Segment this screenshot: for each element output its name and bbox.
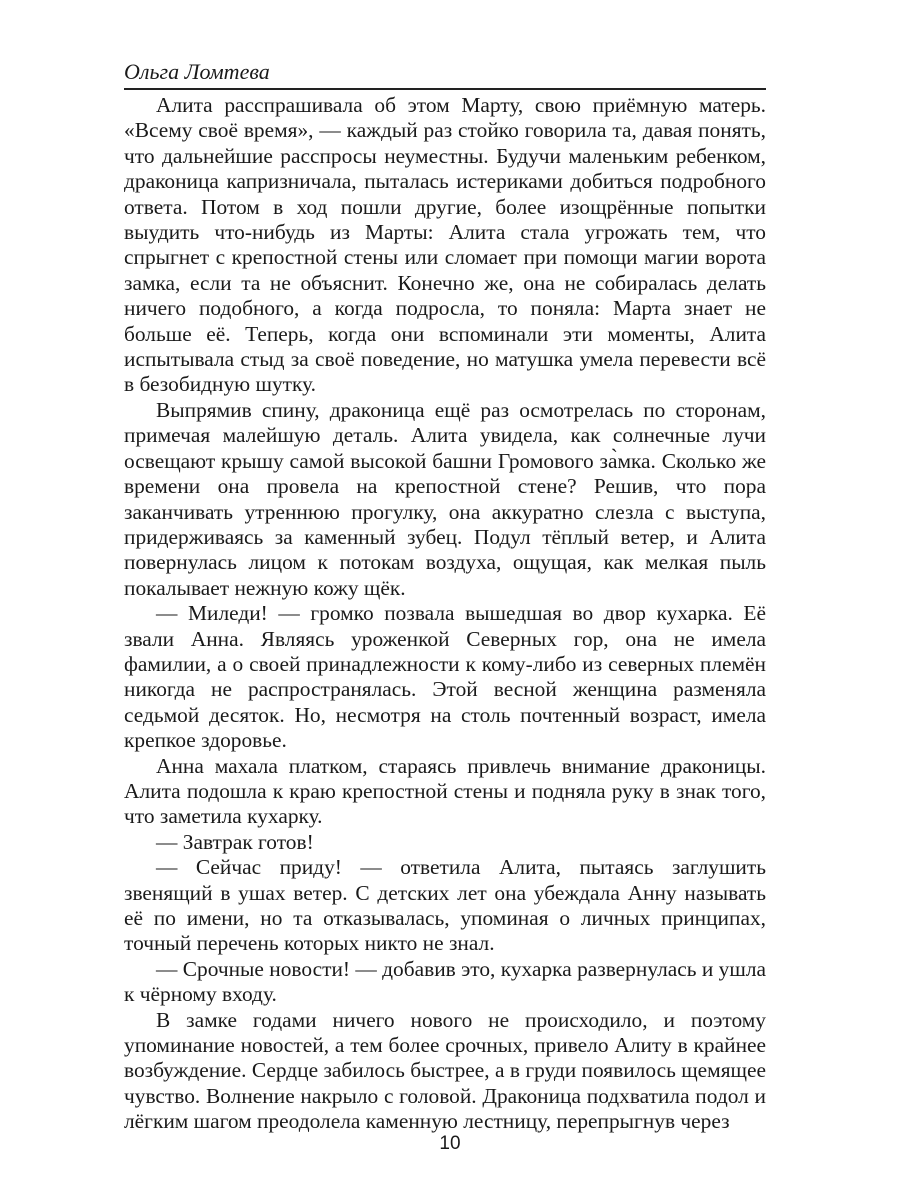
paragraph-6: — Сейчас приду! — ответила Алита, пытаясь заглушить звенящий в ушах ветер. С детских лет она убеждала Анну называть её по имени, но та отказывалась, упоминая о личных принципах, точный перечень которых никто не знал. bbox=[124, 855, 766, 956]
running-head bbox=[124, 58, 766, 90]
page-number: 10 bbox=[439, 1133, 461, 1154]
paragraph-3: — Миледи! — громко позвала вышедшая во двор кухарка. Её звали Анна. Являясь уроженкой Северных гор, она не имела фамилии, а о своей принадлежности к кому-либо из северных племён никогда не распространялась. Этой весной женщина разменяла седьмой десяток. Но, несмотря на столь почтенный возраст, имела крепкое здоровье. bbox=[124, 601, 766, 753]
body-text bbox=[124, 93, 766, 1135]
paragraph-8: В замке годами ничего нового не происходило, и поэтому упоминание новостей, а тем более срочных, привело Алиту в крайнее возбуждение. Сердце забилось быстрее, а в груди появилось щемящее чувство. Волнение накрыло с головой. Драконица подхватила подол и лёгким шагом преодолела каменную лестницу, перепрыгнув через bbox=[124, 1007, 766, 1134]
paragraph-2: Выпрямив спину, драконица ещё раз осмотрелась по сторонам, примечая малейшую деталь. Алита увидела, как солнечные лучи освещают крышу самой высокой башни Громового за̀мка. Сколько же времени она провела на крепостной стене? Решив, что пора заканчивать утреннюю прогулку, она аккуратно слезла с выступа, придерживаясь за каменный зубец. Подул тёплый ветер, и Алита повернулась лицом к потокам воздуха, ощущая, как мелкая пыль покалывает нежную кожу щёк. bbox=[124, 397, 766, 600]
paragraph-1: Алита расспрашивала об этом Марту, свою приёмную матерь. «Всему своё время», — каждый раз стойко говорила та, давая понять, что дальнейшие расспросы неуместны. Будучи маленьким ребенком, драконица капризничала, пыталась истериками добиться подробного ответа. Потом в ход пошли другие, более изощрённые попытки выудить что-нибудь из Марты: Алита стала угрожать тем, что спрыгнет с крепостной стены или сломает при помощи магии ворота замка, если та не объяснит. Конечно же, она не собиралась делать ничего подобного, а когда подросла, то поняла: Марта знает не больше её. Теперь, когда они вспоминали эти моменты, Алита испытывала стыд за своё поведение, но матушка умела перевести всё в безобидную шутку. bbox=[124, 93, 766, 397]
paragraph-5: — Завтрак готов! bbox=[156, 829, 314, 854]
paragraph-7: — Срочные новости! — добавив это, кухарка развернулась и ушла к чёрному входу. bbox=[124, 956, 766, 1007]
paragraph-4: Анна махала платком, стараясь привлечь внимание драконицы. Алита подошла к краю крепостной стены и подняла руку в знак того, что заметила кухарку. bbox=[124, 753, 766, 829]
author-name: Ольга Ломтева bbox=[124, 59, 270, 84]
